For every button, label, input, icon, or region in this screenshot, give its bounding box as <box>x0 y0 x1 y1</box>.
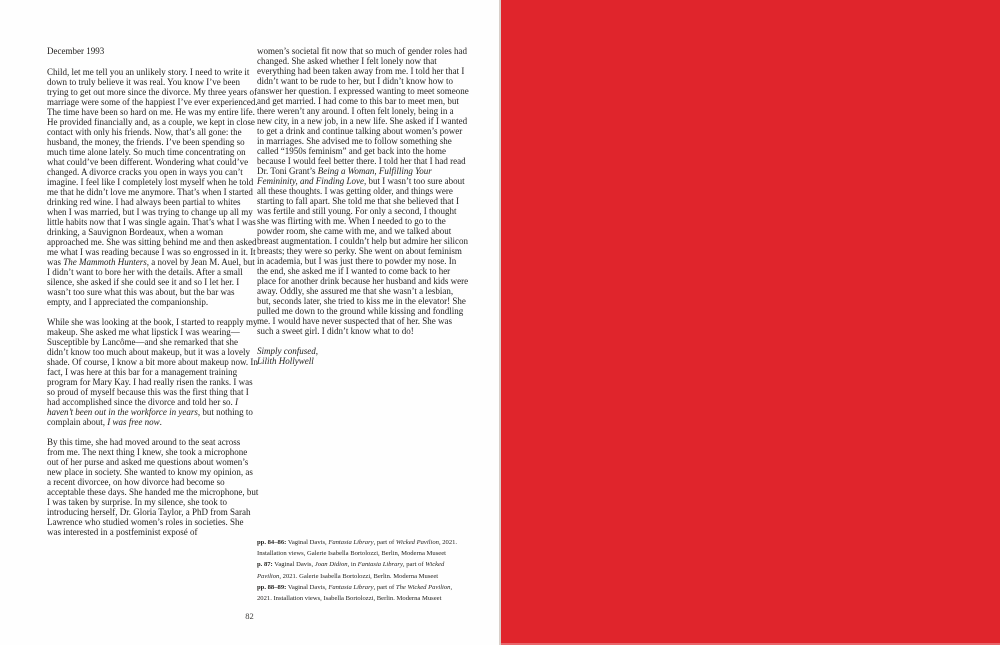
text-run: Child, let me tell you an unlikely story. I need to write it down to truly believe it was real. You know I’ve been trying to get out more since the divorce. My three years of marriage were some of the happiest I’ve ever experienced. The time have been so hard on me. He was my entire life. He provided financially and, as a couple, we kept in close contact with only his friends. Now, that’s all gone: the husband, the money, the friends. I’ve been spending so much time alone lately. So much time concentrating on what could’ve been different. Wondering what could’ve changed. A divorce cracks you open in ways you can’t imagine. I feel like I completely lost myself when he told me that he didn’t love me anymore. That’s when I started drinking red wine. I had always been partial to whites when I was married, but I was trying to change up all my little habits now that I was single again. That’s what I was drinking, a Sauvignon Bordeaux, when a woman approached me. She was sitting behind me and then asked me what I was reading because I was so engrossed in it. It was <box>47 67 258 267</box>
text-run: Vaginal Davis, <box>286 539 329 546</box>
bold-text: pp. 84–86: <box>257 539 287 546</box>
text-run: Vaginal Davis, <box>286 583 329 591</box>
text-run: , 2021. Installation views, Isabella Bortolozzi, Berlin. Moderna Museet <box>257 583 453 603</box>
footnote-entry <box>257 559 467 581</box>
letter-date: December 1993 <box>47 46 105 56</box>
text-run: Vaginal Davis, <box>272 561 315 569</box>
text-run: , but nothing to complain about, <box>47 407 253 427</box>
italic-text: Joan Didion <box>314 561 348 569</box>
text-run: , part of <box>373 539 396 546</box>
paragraph <box>47 67 259 307</box>
italic-text: The Mammoth Hunters <box>63 257 147 267</box>
paragraph <box>257 46 469 336</box>
text-run: , part of <box>373 583 396 591</box>
signoff-line: Lilith Hollywell <box>257 356 314 366</box>
italic-text: Being a Woman, Fulfilling Your Femininity, and Finding Love <box>257 166 432 186</box>
text-run: , a novel by Jean M. Auel, but I didn’t want to bore her with the details. After a small silence, she asked if she could see it and so I let her. I wasn’t too sure what this was about, but the bar was empty, and I appreciated the companionship. <box>47 257 255 307</box>
italic-text: The Wicked Pavilion <box>395 583 451 591</box>
text-run: women’s societal fit now that so much of gender roles had changed. She asked whether I felt lonely now that everything had been taken away from me. I told her that I didn’t want to be rude to her, but I didn’t know how to answer her question. I expressed wanting to meet someone and get married. I had come to this bar to meet men, but there weren’t any around. I often felt lonely, being in a new city, in a new job, in a new life. She asked if I wanted to get a drink and continue talking about women’s power in marriages. She advised me to follow something she called “1950s feminism” and get back into the home because I would feel better there. I told her that I had read Dr. Toni Grant’s <box>257 46 469 176</box>
text-run: , in <box>347 561 358 569</box>
letter-body-right <box>257 46 469 336</box>
text-run: , part of <box>402 561 426 569</box>
italic-text: Fantasia Library <box>357 561 403 569</box>
text-run: , 2021. Installation views, Galerie Isabella Bortolozzi, Berlin, Moderna Museet <box>257 539 458 558</box>
text-run: While she was looking at the book, I started to reapply my makeup. She asked me what lipstick I was wearing—Susceptible by Lancôme—and she remarked that she didn’t know too much about makeup, but it was a lovely shade. Of course, I know a bit more about makeup now. In fact, I was here at this bar for a management training program for Mary Kay. I had really risen the ranks. I was so proud of myself because this was the first thing that I had accomplished since the divorce and told her so. <box>47 317 258 407</box>
italic-text: I was free now <box>107 417 160 427</box>
bold-text: pp. 88–89: <box>257 583 287 591</box>
bold-text: p. 87: <box>257 561 273 569</box>
text-run: , but I wasn’t too sure about all these thoughts. I was getting older, and things were starting to fall apart. She told me that she believed that I was fertile and still young. For only a second, I thought she was flirting with me. When I needed to go to the powder room, she came with me, and we talked about breast augmentation. I couldn’t help but admire her silicon breasts; they were so perky. She went on about feminism in academia, but I was just there to powder my nose. In the end, she asked me if I wanted to come back to her place for another drink because her husband and kids were away. Oddly, she assured me that she wasn’t a lesbian, but, seconds later, she tried to kiss me in the elevator! She pulled me down to the ground while kissing and fondling me. I would have never suspected that of her. She was such a sweet girl. I didn’t know what to do! <box>257 176 469 336</box>
italic-text: Fantasia Library <box>328 539 374 546</box>
paragraph <box>47 317 259 427</box>
footnote-entry <box>257 582 467 604</box>
text-run: By this time, she had moved around to the seat across from me. The next thing I knew, she took a microphone out of her purse and asked me questions about women’s new place in society. She wanted to know my opinion, as a recent divorcee, on how divorce had become so acceptable these days. She handed me the microphone, but I was taken by surprise. In my silence, she took to introducing herself, Dr. Gloria Taylor, a PhD from Sarah Lawrence who studied women’s roles in societies. She was interested in a postfeminist exposé of <box>47 437 259 537</box>
letter-body-left <box>47 67 259 537</box>
left-page <box>0 0 499 645</box>
text-run: . <box>159 417 162 427</box>
footnote-entry <box>257 537 467 559</box>
caption-footnotes <box>257 537 467 604</box>
text-column-right <box>257 46 469 366</box>
paragraph <box>47 437 259 537</box>
signoff-line: Simply confused, <box>257 346 318 356</box>
text-run: , 2021. Galerie Isabella Bortolozzi, Berlin. Moderna Museet <box>279 572 439 580</box>
page-number: 82 <box>245 611 254 621</box>
letter-signoff <box>257 346 469 366</box>
italic-text: I haven’t been out in the workforce in years <box>47 397 238 417</box>
right-page <box>499 0 1000 645</box>
text-column-left <box>47 46 259 547</box>
italic-text: Wicked Pavilion <box>395 539 439 546</box>
italic-text: Fantasia Library <box>328 583 374 591</box>
italic-text: Wicked Pavilion <box>257 561 445 580</box>
